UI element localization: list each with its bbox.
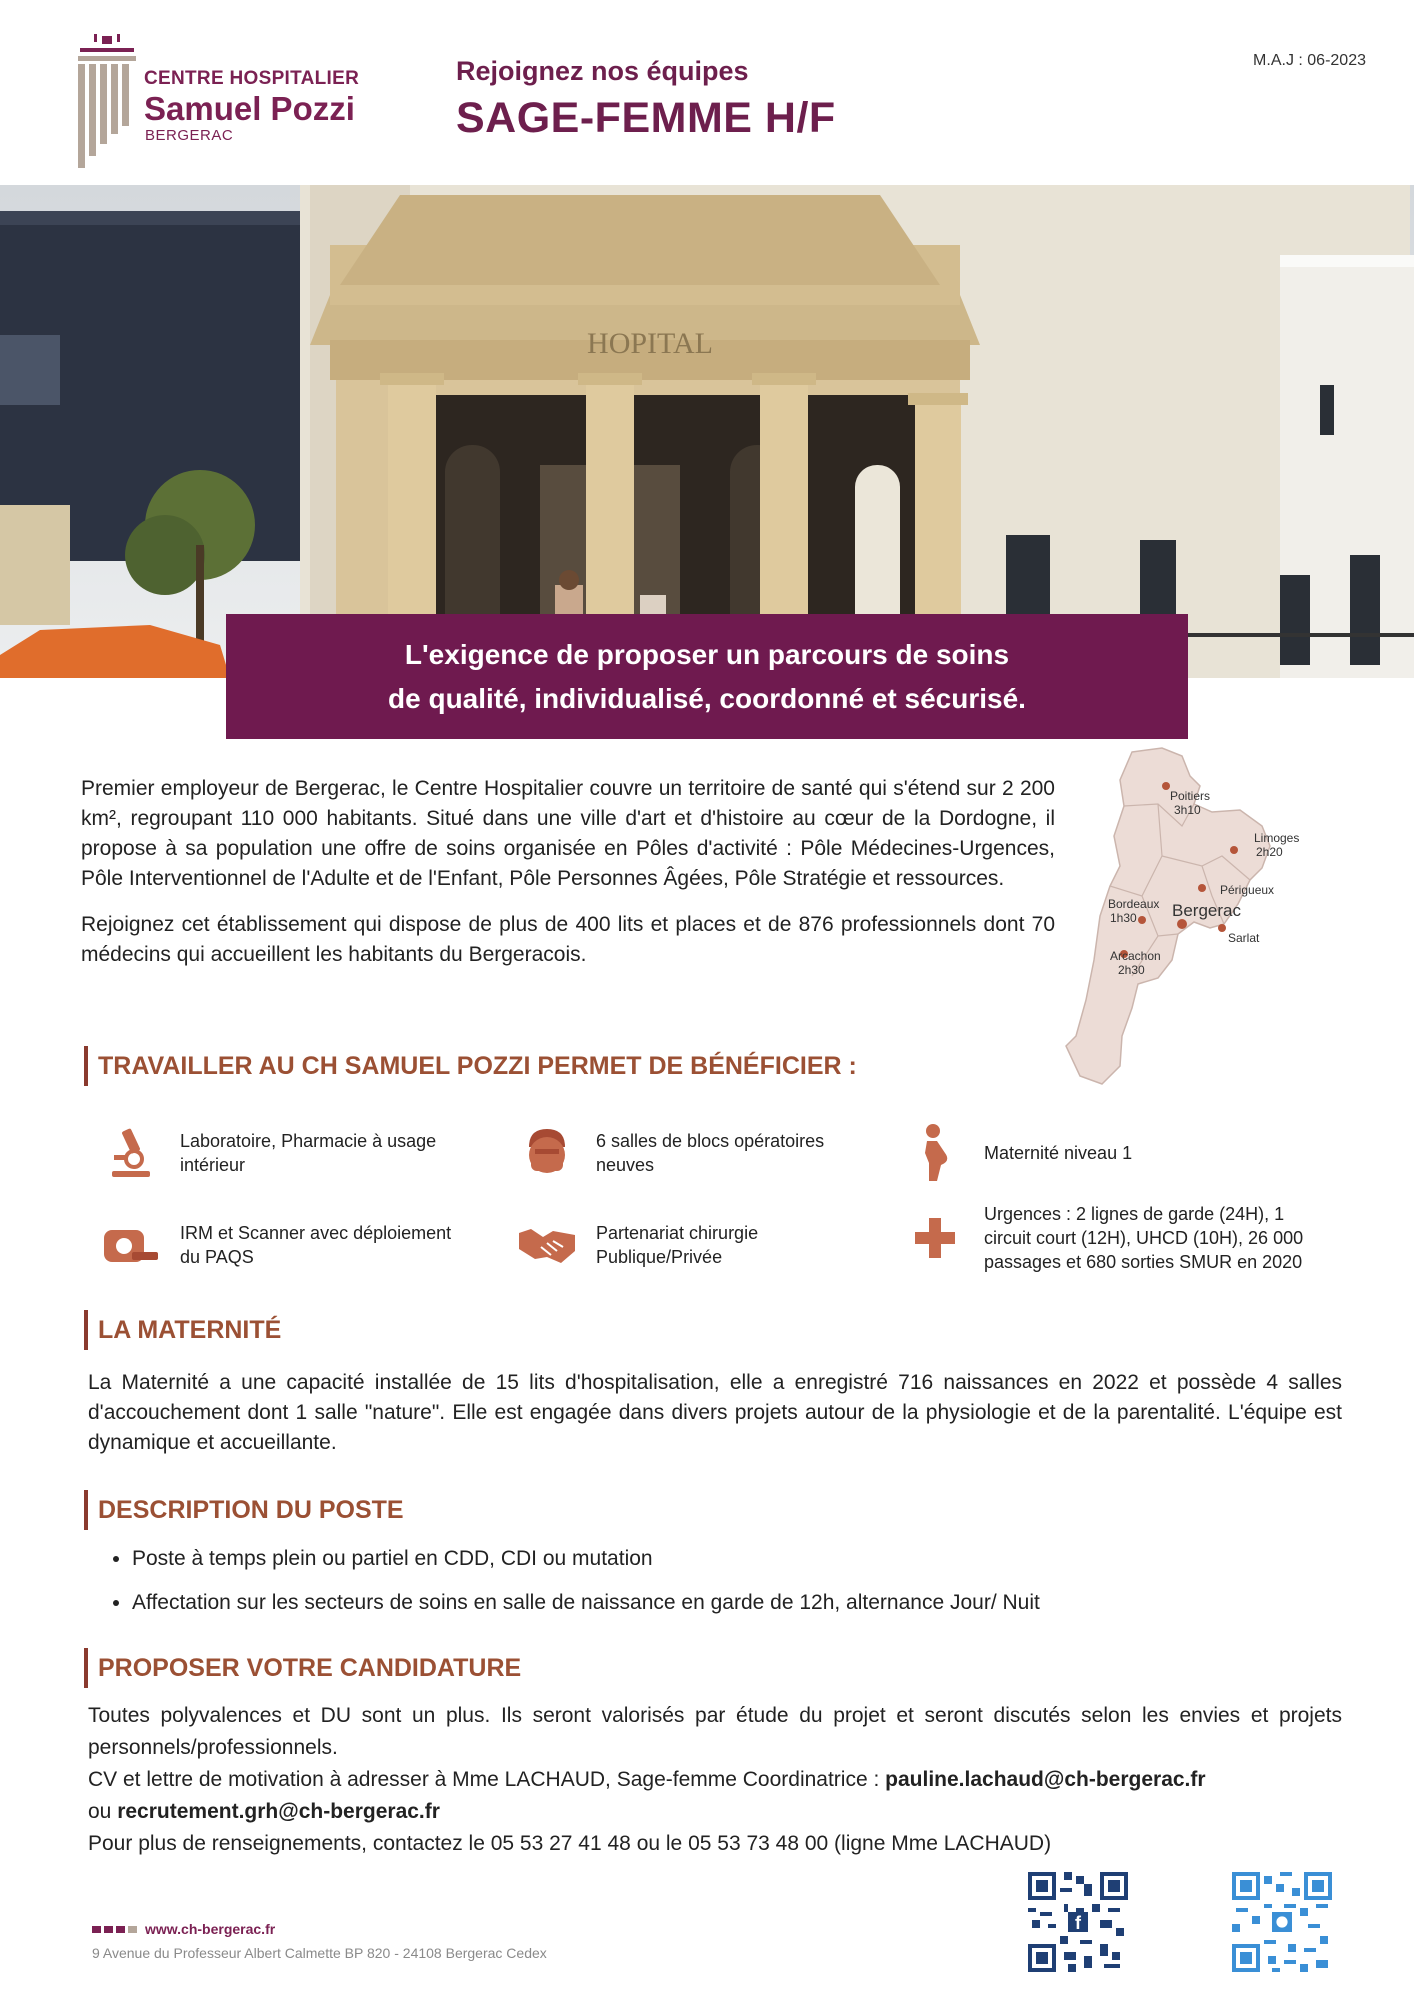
- map-label-perigueux: Périgueux: [1220, 883, 1275, 897]
- svg-text:f: f: [1075, 1912, 1081, 1933]
- footer-address: 9 Avenue du Professeur Albert Calmette BP 820 - 24108 Bergerac Cedex: [92, 1945, 547, 1961]
- intro-paragraph-2: Rejoignez cet établissement qui dispose de plus de 400 lits et places et de 876 professionnels dont 70 médecins qui accueillent les habitants du Bergeracois.: [81, 913, 1055, 966]
- hospital-photo: [0, 185, 1414, 678]
- email-link-recrutement[interactable]: recrutement.grh@ch-bergerac.fr: [117, 1800, 440, 1823]
- pediment-text: HOPITAL: [587, 327, 713, 360]
- description-heading: DESCRIPTION DU POSTE: [84, 1490, 404, 1530]
- map-label-limoges: Limoges: [1254, 831, 1300, 845]
- maternite-heading: LA MATERNITÉ: [84, 1310, 281, 1350]
- list-item: • Poste à temps plein ou partiel en CDD, CDI ou mutation: [132, 1544, 1372, 1574]
- twitter-qr-code[interactable]: [1232, 1872, 1332, 1972]
- candidature-text: [88, 1700, 1342, 1860]
- candidature-line2: CV et lettre de motivation à adresser à Mme LACHAUD, Sage-femme Coordinatrice : pauline.lachaud@ch-bergerac.fr: [88, 1768, 1206, 1791]
- map-label-poitiers: Poitiers: [1170, 789, 1211, 803]
- benefit-item: IRM et Scanner avec déploiement du PAQS: [100, 1214, 451, 1276]
- candidature-heading: PROPOSER VOTRE CANDIDATURE: [84, 1648, 521, 1688]
- email-link-coordinatrice[interactable]: pauline.lachaud@ch-bergerac.fr: [885, 1768, 1206, 1791]
- region-map: [1062, 746, 1332, 1091]
- list-item: • Affectation sur les secteurs de soins en salle de naissance en garde de 12h, alternance Jour/ Nuit: [132, 1588, 1372, 1618]
- map-label-bordeaux-time: 1h30: [1110, 911, 1137, 925]
- medical-cross-icon: [904, 1207, 966, 1269]
- candidature-line3: Pour plus de renseignements, contactez le 05 53 27 41 48 ou le 05 53 73 48 00 (ligne Mme LACHAUD): [88, 1832, 1052, 1855]
- logo-line2: Samuel Pozzi: [144, 90, 355, 127]
- map-label-bordeaux: Bordeaux: [1108, 897, 1160, 911]
- benefits-heading: TRAVAILLER AU CH SAMUEL POZZI PERMET DE BÉNÉFICIER :: [84, 1046, 857, 1086]
- update-date: M.A.J : 06-2023: [1253, 52, 1366, 69]
- pregnant-woman-icon: [904, 1122, 966, 1184]
- microscope-icon: [100, 1122, 162, 1184]
- tagline-banner: [226, 614, 1188, 739]
- website-link[interactable]: www.ch-bergerac.fr: [92, 1921, 275, 1937]
- map-label-arcachon-time: 2h30: [1118, 963, 1145, 977]
- tagline-line2: de qualité, individualisé, coordonné et sécurisé.: [388, 682, 1026, 714]
- benefit-item: Partenariat chirurgie Publique/Privée: [516, 1214, 758, 1276]
- page-title: SAGE-FEMME H/F: [456, 94, 836, 142]
- description-list: [104, 1544, 1372, 1632]
- benefit-item: Laboratoire, Pharmacie à usage intérieur: [100, 1122, 436, 1184]
- candidature-line2b: ou recrutement.grh@ch-bergerac.fr: [88, 1800, 440, 1823]
- map-label-sarlat: Sarlat: [1228, 931, 1260, 945]
- candidature-line1: Toutes polyvalences et DU sont un plus. Ils seront valorisés par étude du projet et seront discutés selon les envies et projets personnels/professionnels.: [88, 1704, 1342, 1759]
- handshake-icon: [516, 1214, 578, 1276]
- maternite-text: La Maternité a une capacité installée de 15 lits d'hospitalisation, elle a enregistré 716 naissances en 2022 et possède 4 salles d'accouchement dont 1 salle "nature". Elle est engagée dans divers projets autour de la physiologie et de la parentalité. L'équipe est dynamique et accueillante.: [88, 1371, 1342, 1454]
- map-label-poitiers-time: 3h10: [1174, 803, 1201, 817]
- benefit-item: 6 salles de blocs opératoires neuves: [516, 1122, 824, 1184]
- intro-text: [81, 774, 1055, 986]
- map-label-limoges-time: 2h20: [1256, 845, 1283, 859]
- page-kicker: Rejoignez nos équipes: [456, 56, 749, 86]
- mri-scanner-icon: [100, 1214, 162, 1276]
- surgeon-icon: [516, 1122, 578, 1184]
- tagline-line1: L'exigence de proposer un parcours de soins: [404, 638, 1010, 670]
- facebook-qr-code[interactable]: [1028, 1872, 1128, 1972]
- logo-line3: BERGERAC: [145, 127, 234, 144]
- hospital-logo-icon: [76, 34, 138, 170]
- map-label-arcachon: Arcachon: [1110, 949, 1161, 963]
- map-label-bergerac: Bergerac: [1172, 901, 1241, 920]
- benefit-item: Maternité niveau 1: [904, 1122, 1132, 1184]
- intro-paragraph-1: Premier employeur de Bergerac, le Centre Hospitalier couvre un territoire de santé qui s'étend sur 2 200 km², regroupant 110 000 habitants. Situé dans une ville d'art et d'histoire au cœur de la Dordogne, il propose à sa population une offre de soins organisée en Pôles d'activité : Pôle Médecines-Urgences, Pôle Interventionnel de l'Adulte et de l'Enfant, Pôle Personnes Âgées, Pôle Stratégie et ressources.: [81, 777, 1055, 890]
- benefit-item: Urgences : 2 lignes de garde (24H), 1 circuit court (12H), UHCD (10H), 26 000 passages et 680 sorties SMUR en 2020: [904, 1202, 1303, 1274]
- logo-line1: CENTRE HOSPITALIER: [144, 68, 360, 89]
